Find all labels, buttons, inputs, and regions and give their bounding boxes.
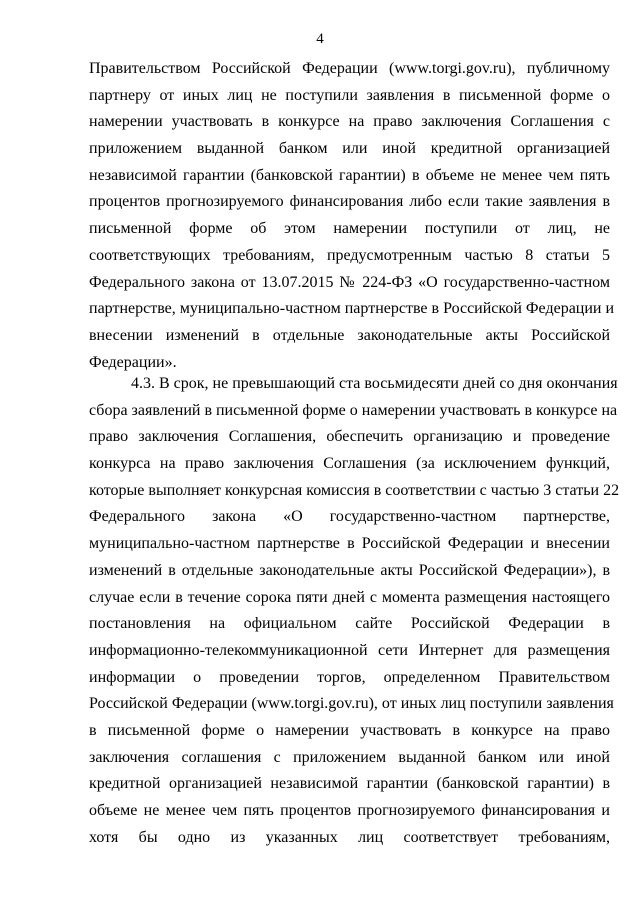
text-line: кредитной организацией независимой гарантии (банковской гарантии) в [89, 775, 610, 793]
paragraph-4-3 [89, 371, 620, 851]
text-line: намерении участвовать в конкурсе на право заключения Соглашения с [89, 113, 610, 131]
text-line: Федерального закона «О государственно-частном партнерстве, [89, 508, 610, 526]
text-line: изменений в отдельные законодательные акты Российской Федерации»), в [89, 561, 610, 579]
text-line: приложением выданной банком или иной кредитной организацией [89, 140, 610, 158]
text-line: соответствующих требованиям, предусмотренным частью 8 статьи 5 [89, 246, 610, 264]
text-line: Федерального закона от 13.07.2015 № 224-ФЗ «О государственно-частном [89, 273, 610, 291]
text-line: постановления на официальном сайте Российской Федерации в [89, 615, 610, 633]
text-line: случае если в течение сорока пяти дней с момента размещения настоящего [89, 588, 610, 606]
text-line: конкурса на право заключения Соглашения (за исключением функций, [89, 455, 610, 473]
paragraph-continuation [89, 56, 615, 376]
text-line: партнерстве, муниципально-частном партнерстве в Российской Федерации и [89, 300, 615, 318]
text-line: заключения соглашения с приложением выданной банком или иной [89, 748, 610, 766]
text-line: партнеру от иных лиц не поступили заявления в письменной форме о [89, 86, 610, 104]
text-line: информации о проведении торгов, определенном Правительством [89, 668, 610, 686]
text-line: процентов прогнозируемого финансирования либо если такие заявления в [89, 193, 610, 211]
text-line: право заключения Соглашения, обеспечить организацию и проведение [89, 428, 610, 446]
text-line: муниципально-частном партнерстве в Российской Федерации и внесении [89, 535, 610, 553]
text-line: в письменной форме о намерении участвовать в конкурсе на право [89, 721, 610, 739]
text-line: Федерации». [89, 353, 177, 371]
text-line: Российской Федерации (www.torgi.gov.ru), от иных лиц поступили заявления [89, 695, 614, 713]
page-number: 4 [316, 31, 324, 47]
text-line: письменной форме об этом намерении поступили от лиц, не [89, 220, 610, 238]
text-line: объеме не менее чем пять процентов прогнозируемого финансирования и [89, 802, 610, 819]
text-line: сбора заявлений в письменной форме о намерении участвовать в конкурсе на [89, 401, 618, 419]
text-line: информационно-телекоммуникационной сети Интернет для размещения [89, 641, 610, 659]
text-line: которые выполняет конкурсная комиссия в соответствии с частью 3 статьи 22 [89, 481, 620, 499]
text-line: 4.3. В срок, не превышающий ста восьмидесяти дней со дня окончания [131, 375, 618, 392]
text-line: независимой гарантии (банковской гарантии) в объеме не менее чем пять [89, 166, 610, 184]
text-line: внесении изменений в отдельные законодательные акты Российской [89, 326, 610, 344]
text-line: хотя бы одно из указанных лиц соответствует требованиям, [89, 828, 610, 846]
text-line: Правительством Российской Федерации (www.torgi.gov.ru), публичному [89, 60, 610, 77]
